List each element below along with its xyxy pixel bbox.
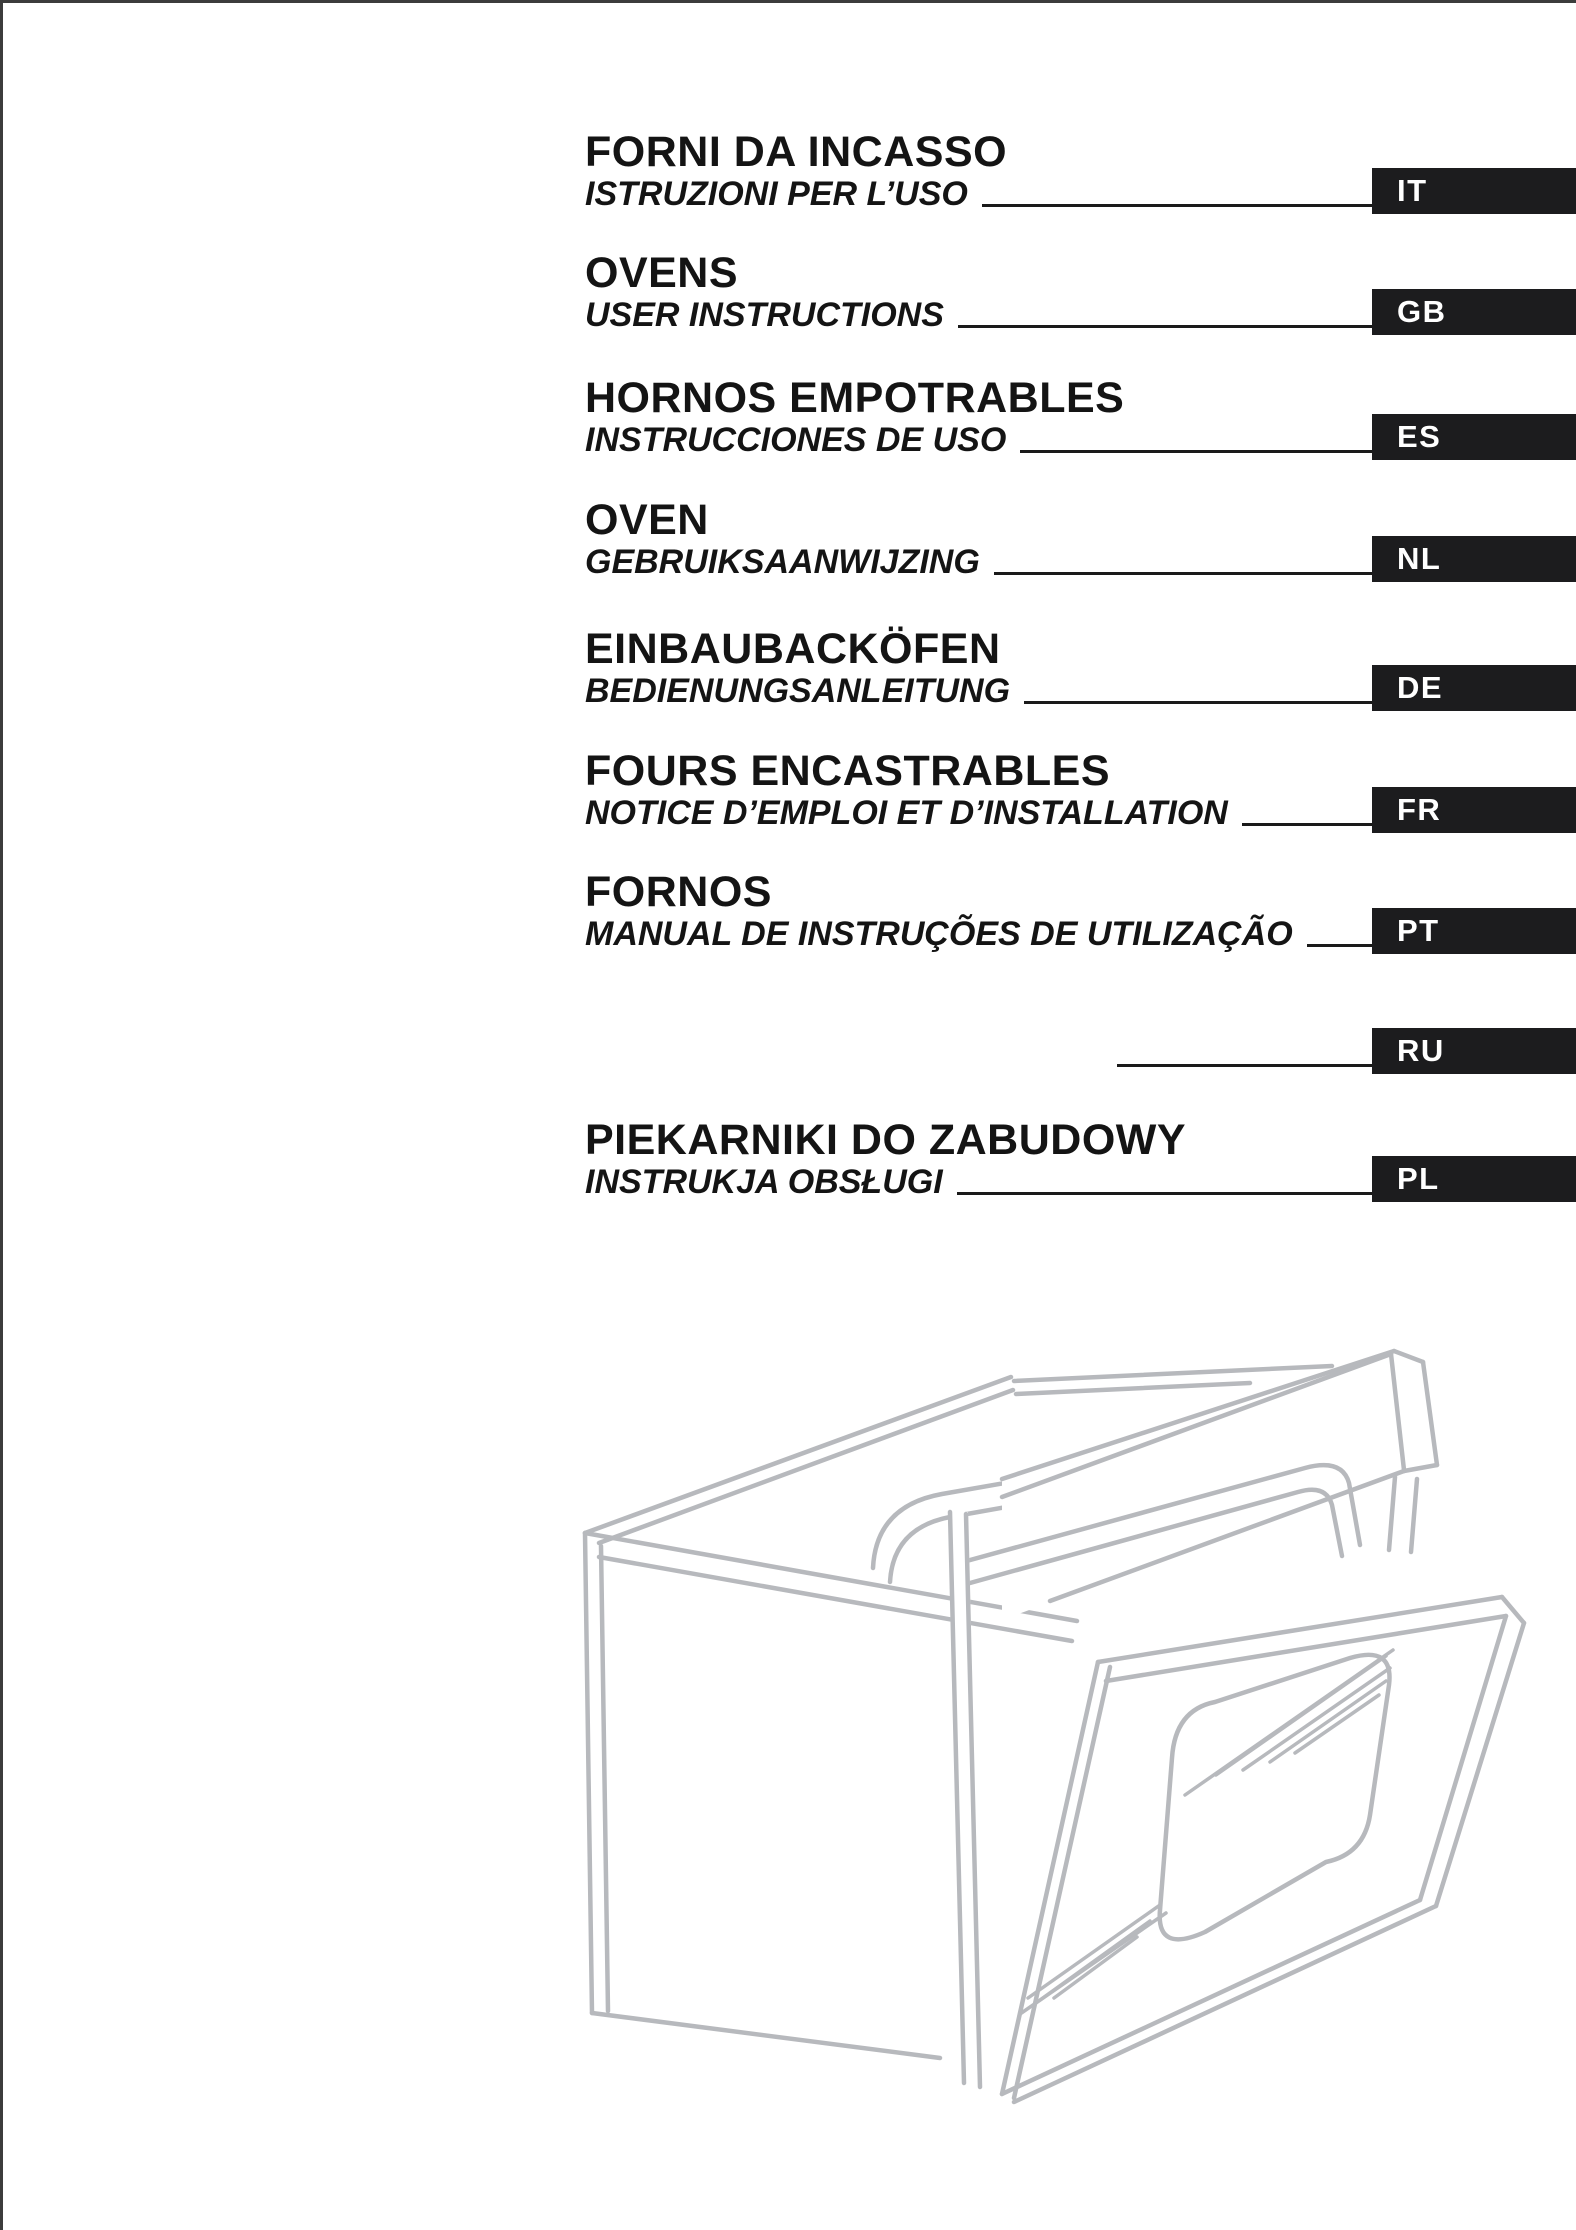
section-title: OVEN <box>585 496 709 544</box>
leader-line <box>982 204 1372 207</box>
language-section-nl <box>585 497 1372 581</box>
section-title: FORNI DA INCASSO <box>585 128 1008 176</box>
section-subtitle: GEBRUIKSAANWIJZING <box>585 543 980 581</box>
section-subtitle-row <box>585 1163 1372 1201</box>
language-badge-fr: FR <box>1372 787 1576 833</box>
section-subtitle: ISTRUZIONI PER L’USO <box>585 175 968 213</box>
section-subtitle: INSTRUKJA OBSŁUGI <box>585 1163 943 1201</box>
leader-line <box>994 572 1372 575</box>
section-subtitle: NOTICE D’EMPLOI ET D’INSTALLATION <box>585 794 1228 832</box>
section-title: HORNOS EMPOTRABLES <box>585 374 1125 422</box>
language-section-it <box>585 129 1372 213</box>
section-subtitle: BEDIENUNGSANLEITUNG <box>585 672 1011 710</box>
language-badge-pl: PL <box>1372 1156 1576 1202</box>
language-badge-gb: GB <box>1372 289 1576 335</box>
section-subtitle-row <box>585 421 1372 459</box>
leader-line <box>1117 1064 1372 1067</box>
page-border-top <box>0 0 1576 3</box>
section-subtitle-row <box>585 915 1372 953</box>
language-section-ru <box>585 989 1372 1073</box>
language-section-fr <box>585 748 1372 832</box>
language-section-pl <box>585 1117 1372 1201</box>
section-subtitle-row <box>585 296 1372 334</box>
leader-line <box>1020 450 1372 453</box>
leader-line <box>958 325 1372 328</box>
language-section-es <box>585 375 1372 459</box>
language-badge-nl: NL <box>1372 536 1576 582</box>
section-title: OVENS <box>585 249 739 297</box>
language-section-de <box>585 626 1372 710</box>
section-title: EINBAUBACKÖFEN <box>585 625 1001 673</box>
section-title: FORNOS <box>585 868 772 916</box>
leader-line <box>1024 701 1372 704</box>
language-badge-pt: PT <box>1372 908 1576 954</box>
page-border-left <box>0 0 3 2230</box>
language-badge-ru: RU <box>1372 1028 1576 1074</box>
section-title: FOURS ENCASTRABLES <box>585 747 1111 795</box>
leader-line <box>1242 823 1372 826</box>
oven-illustration <box>520 1300 1576 2230</box>
leader-line <box>957 1192 1372 1195</box>
section-subtitle-row <box>585 672 1372 710</box>
section-subtitle-row <box>585 175 1372 213</box>
language-section-pt <box>585 869 1372 953</box>
language-badge-es: ES <box>1372 414 1576 460</box>
section-title: PIEKARNIKI DO ZABUDOWY <box>585 1116 1187 1164</box>
section-subtitle: USER INSTRUCTIONS <box>585 296 944 334</box>
section-subtitle-row <box>585 794 1372 832</box>
section-subtitle-row <box>585 543 1372 581</box>
section-subtitle: INSTRUCCIONES DE USO <box>585 421 1007 459</box>
language-badge-de: DE <box>1372 665 1576 711</box>
section-subtitle: MANUAL DE INSTRUÇÕES DE UTILIZAÇÃO <box>585 915 1293 953</box>
section-subtitle-row <box>585 1035 1372 1073</box>
leader-line <box>1307 944 1372 947</box>
language-section-gb <box>585 250 1372 334</box>
language-badge-it: IT <box>1372 168 1576 214</box>
